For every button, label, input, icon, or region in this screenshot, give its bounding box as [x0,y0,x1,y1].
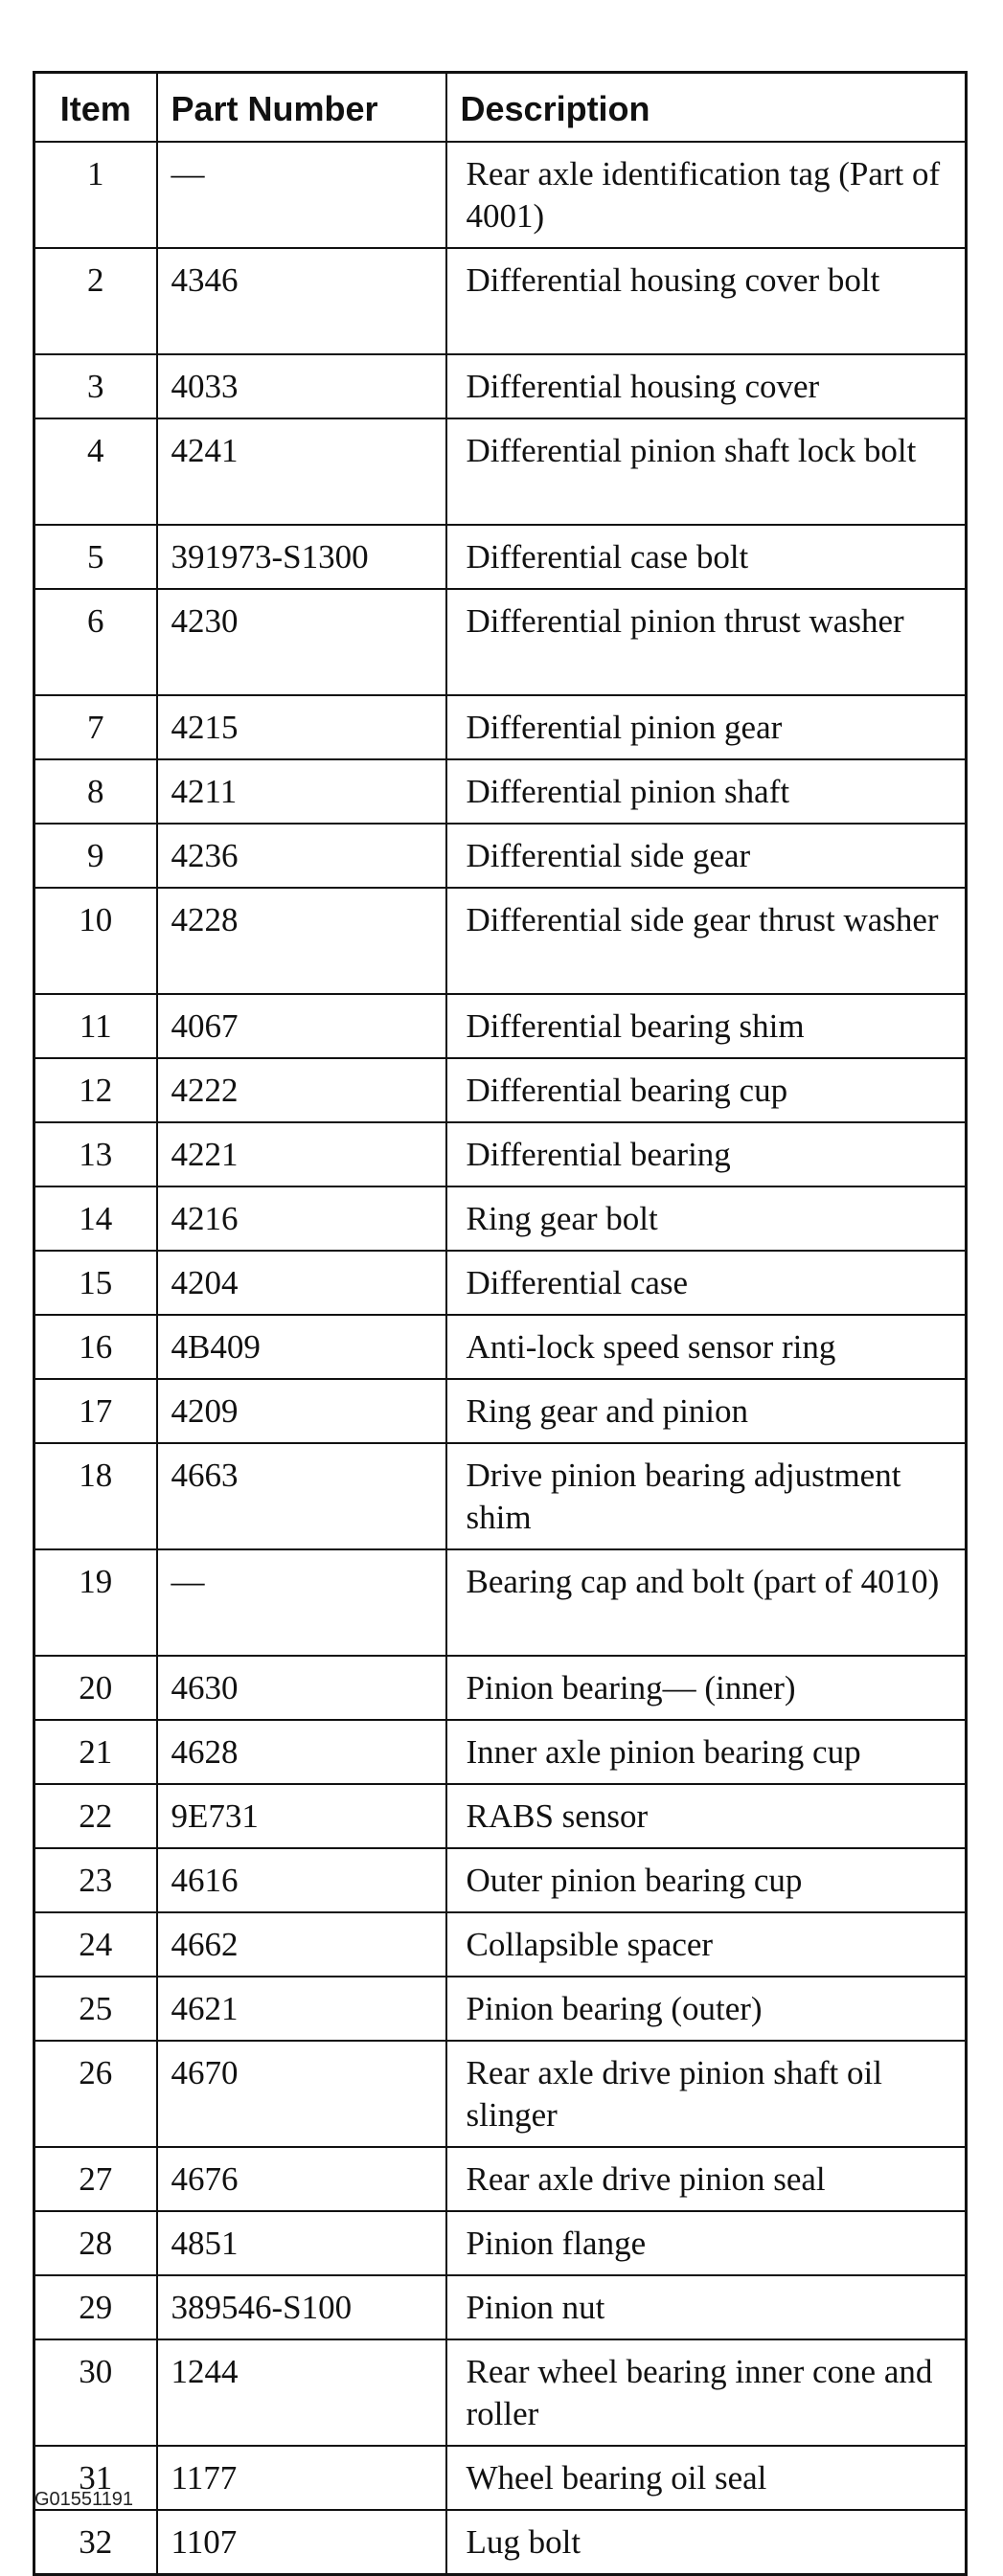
item-cell: 14 [34,1186,157,1251]
table-row [34,1443,967,1549]
part-number-cell: 4616 [157,1848,446,1912]
parts-table [33,71,968,2576]
table-row [34,2510,967,2575]
part-number-cell: 4346 [157,248,446,354]
description-cell: Differential pinion shaft [446,759,967,824]
table-row [34,759,967,824]
description-cell: Differential bearing [446,1122,967,1186]
table-row [34,2339,967,2446]
part-number-cell: 4221 [157,1122,446,1186]
table-row [34,1379,967,1443]
header-row [34,73,967,143]
item-cell: 20 [34,1656,157,1720]
item-cell: 29 [34,2275,157,2339]
part-number-cell: 4228 [157,888,446,994]
part-number-cell: — [157,1549,446,1656]
description-cell: Drive pinion bearing adjustment shim [446,1443,967,1549]
description-cell: Differential case [446,1251,967,1315]
part-number-cell: 4851 [157,2211,446,2275]
description-cell: Ring gear and pinion [446,1379,967,1443]
description-cell: Rear axle drive pinion shaft oil slinger [446,2041,967,2147]
part-number-cell: 4209 [157,1379,446,1443]
table-row [34,1186,967,1251]
description-cell: Rear axle drive pinion seal [446,2147,967,2211]
table-row [34,525,967,589]
item-cell: 13 [34,1122,157,1186]
part-number-cell: 4B409 [157,1315,446,1379]
part-number-cell: 4215 [157,695,446,759]
item-cell: 28 [34,2211,157,2275]
part-number-cell: 1244 [157,2339,446,2446]
part-number-cell: 4236 [157,824,446,888]
part-number-cell: 9E731 [157,1784,446,1848]
table-row [34,1251,967,1315]
description-cell: Differential case bolt [446,525,967,589]
table-row [34,1977,967,2041]
table-row [34,1549,967,1656]
part-number-cell: 4662 [157,1912,446,1977]
table-row [34,695,967,759]
table-row [34,142,967,248]
item-cell: 15 [34,1251,157,1315]
part-number-cell: 4621 [157,1977,446,2041]
description-cell: Rear axle identification tag (Part of 4001) [446,142,967,248]
part-number-cell: 4211 [157,759,446,824]
item-cell: 1 [34,142,157,248]
description-cell: Differential pinion gear [446,695,967,759]
table-row [34,994,967,1058]
description-cell: Differential housing cover [446,354,967,418]
figure-code: G01551191 [34,2489,134,2510]
part-number-cell: 4663 [157,1443,446,1549]
item-cell: 3 [34,354,157,418]
table-row [34,888,967,994]
item-cell: 26 [34,2041,157,2147]
table-row [34,1315,967,1379]
table-row [34,2041,967,2147]
item-cell: 8 [34,759,157,824]
table-row [34,1912,967,1977]
table-row [34,2275,967,2339]
description-cell: Lug bolt [446,2510,967,2575]
item-cell: 30 [34,2339,157,2446]
part-number-cell: 4216 [157,1186,446,1251]
table-body [34,142,967,2575]
description-cell: Differential bearing cup [446,1058,967,1122]
item-cell: 19 [34,1549,157,1656]
table-row [34,2211,967,2275]
part-number-cell: 4628 [157,1720,446,1784]
item-cell: 27 [34,2147,157,2211]
description-cell: Inner axle pinion bearing cup [446,1720,967,1784]
item-cell: 5 [34,525,157,589]
part-number-cell: 1107 [157,2510,446,2575]
header-part-number: Part Number [157,73,446,143]
item-cell: 4 [34,418,157,525]
item-cell: 11 [34,994,157,1058]
part-number-cell: 4033 [157,354,446,418]
item-cell: 16 [34,1315,157,1379]
table-row [34,418,967,525]
description-cell: Differential side gear [446,824,967,888]
part-number-cell: 4670 [157,2041,446,2147]
description-cell: Anti-lock speed sensor ring [446,1315,967,1379]
item-cell: 32 [34,2510,157,2575]
item-cell: 7 [34,695,157,759]
table-row [34,248,967,354]
part-number-cell: 1177 [157,2446,446,2510]
description-cell: RABS sensor [446,1784,967,1848]
description-cell: Pinion flange [446,2211,967,2275]
item-cell: 24 [34,1912,157,1977]
part-number-cell: 4630 [157,1656,446,1720]
item-cell: 23 [34,1848,157,1912]
item-cell: 12 [34,1058,157,1122]
item-cell: 21 [34,1720,157,1784]
table-row [34,1122,967,1186]
description-cell: Differential bearing shim [446,994,967,1058]
part-number-cell: — [157,142,446,248]
table-row [34,2446,967,2510]
description-cell: Differential pinion shaft lock bolt [446,418,967,525]
part-number-cell: 4676 [157,2147,446,2211]
description-cell: Differential pinion thrust washer [446,589,967,695]
description-cell: Pinion bearing— (inner) [446,1656,967,1720]
table-row [34,354,967,418]
part-number-cell: 4241 [157,418,446,525]
part-number-cell: 4230 [157,589,446,695]
description-cell: Bearing cap and bolt (part of 4010) [446,1549,967,1656]
table-row [34,1058,967,1122]
header-item: Item [34,73,157,143]
table-row [34,1784,967,1848]
description-cell: Differential housing cover bolt [446,248,967,354]
part-number-cell: 4222 [157,1058,446,1122]
description-cell: Outer pinion bearing cup [446,1848,967,1912]
table-row [34,824,967,888]
header-description: Description [446,73,967,143]
description-cell: Ring gear bolt [446,1186,967,1251]
item-cell: 22 [34,1784,157,1848]
description-cell: Pinion nut [446,2275,967,2339]
description-cell: Collapsible spacer [446,1912,967,1977]
description-cell: Differential side gear thrust washer [446,888,967,994]
part-number-cell: 389546-S100 [157,2275,446,2339]
item-cell: 18 [34,1443,157,1549]
description-cell: Wheel bearing oil seal [446,2446,967,2510]
item-cell: 2 [34,248,157,354]
table-row [34,589,967,695]
table-header [34,73,967,143]
table-row [34,1848,967,1912]
part-number-cell: 391973-S1300 [157,525,446,589]
item-cell: 10 [34,888,157,994]
table-row [34,1720,967,1784]
item-cell: 9 [34,824,157,888]
part-number-cell: 4204 [157,1251,446,1315]
table-row [34,2147,967,2211]
part-number-cell: 4067 [157,994,446,1058]
description-cell: Pinion bearing (outer) [446,1977,967,2041]
item-cell: 17 [34,1379,157,1443]
table-row [34,1656,967,1720]
item-cell: 6 [34,589,157,695]
item-cell: 31 [34,2446,157,2510]
description-cell: Rear wheel bearing inner cone and roller [446,2339,967,2446]
item-cell: 25 [34,1977,157,2041]
